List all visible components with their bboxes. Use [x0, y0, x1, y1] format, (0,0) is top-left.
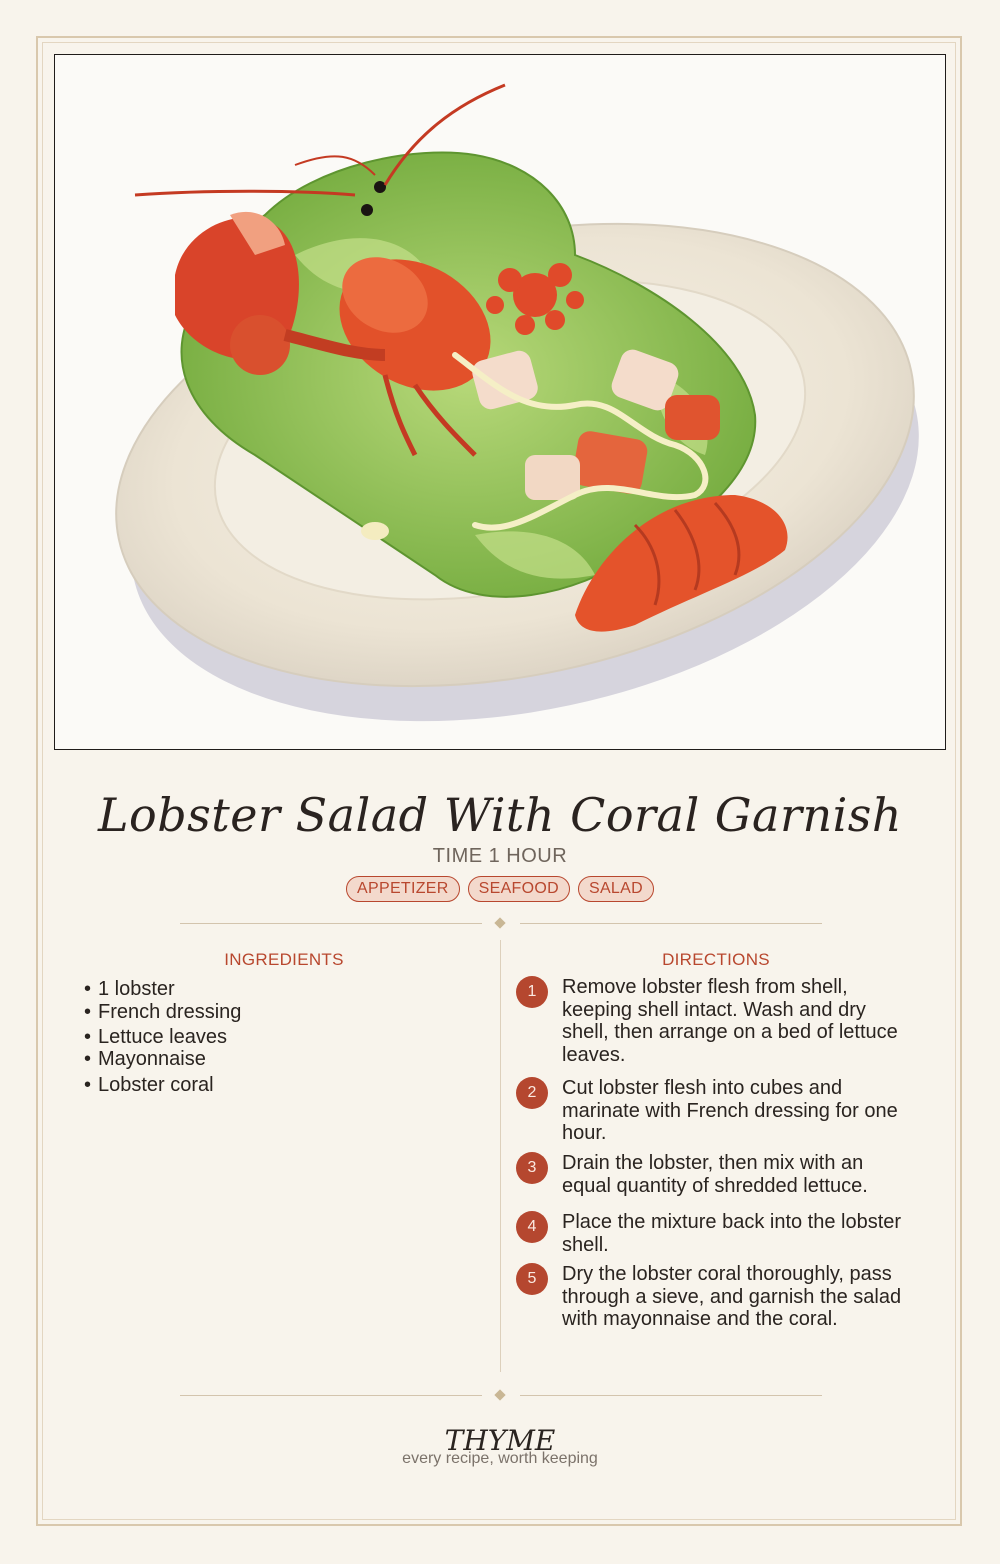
bullet-icon: •	[84, 1074, 92, 1096]
tag-appetizer[interactable]: APPETIZER	[346, 876, 460, 902]
bullet-icon: •	[84, 1001, 92, 1023]
brand-logo: THYME	[444, 1424, 556, 1457]
list-item	[84, 1048, 206, 1071]
step-text: Cut lobster flesh into cubes and marinate with French dressing for one hour.	[562, 1077, 898, 1144]
directions-heading: DIRECTIONS	[662, 950, 770, 969]
bullet-icon: •	[84, 1048, 92, 1070]
step-text: Drain the lobster, then mix with an equal quantity of shredded lettuce.	[562, 1152, 868, 1197]
ingredients-heading: INGREDIENTS	[224, 950, 344, 969]
step-number-badge: 3	[516, 1152, 548, 1184]
ingredient-text: Lettuce leaves	[98, 1026, 227, 1048]
list-item	[84, 978, 175, 1001]
diamond-ornament-icon	[494, 1389, 505, 1400]
step-text: Remove lobster flesh from shell, keeping shell intact. Wash and dry shell, then arrange on a bed of lettuce leaves.	[562, 976, 898, 1066]
ingredient-text: French dressing	[98, 1001, 242, 1023]
bottom-divider	[180, 1390, 822, 1402]
recipe-photo	[54, 54, 946, 750]
step-text: Place the mixture back into the lobster shell.	[562, 1211, 902, 1256]
cook-time: TIME 1 HOUR	[432, 845, 568, 867]
step-number-badge: 4	[516, 1211, 548, 1243]
list-item	[84, 1074, 214, 1097]
bullet-icon: •	[84, 1026, 92, 1048]
brand-tagline: every recipe, worth keeping	[402, 1450, 598, 1467]
ingredient-text: Mayonnaise	[98, 1048, 206, 1070]
list-item	[84, 1026, 227, 1049]
tag-salad[interactable]: SALAD	[578, 876, 654, 902]
list-item	[84, 1001, 241, 1024]
recipe-title: Lobster Salad With Coral Garnish	[97, 788, 903, 842]
tag-list	[0, 876, 1000, 902]
diamond-ornament-icon	[494, 917, 505, 928]
ingredient-text: 1 lobster	[98, 978, 175, 1000]
step-number-badge: 2	[516, 1077, 548, 1109]
ingredient-text: Lobster coral	[98, 1074, 214, 1096]
top-divider	[180, 918, 822, 930]
lobster-salad-illustration	[55, 55, 945, 749]
step-text: Dry the lobster coral thoroughly, pass through a sieve, and garnish the salad with mayonnaise and the coral.	[562, 1263, 902, 1330]
step-number-badge: 1	[516, 976, 548, 1008]
tag-seafood[interactable]: SEAFOOD	[468, 876, 570, 902]
step-number-badge: 5	[516, 1263, 548, 1295]
bullet-icon: •	[84, 978, 92, 1000]
column-divider	[500, 940, 501, 1372]
